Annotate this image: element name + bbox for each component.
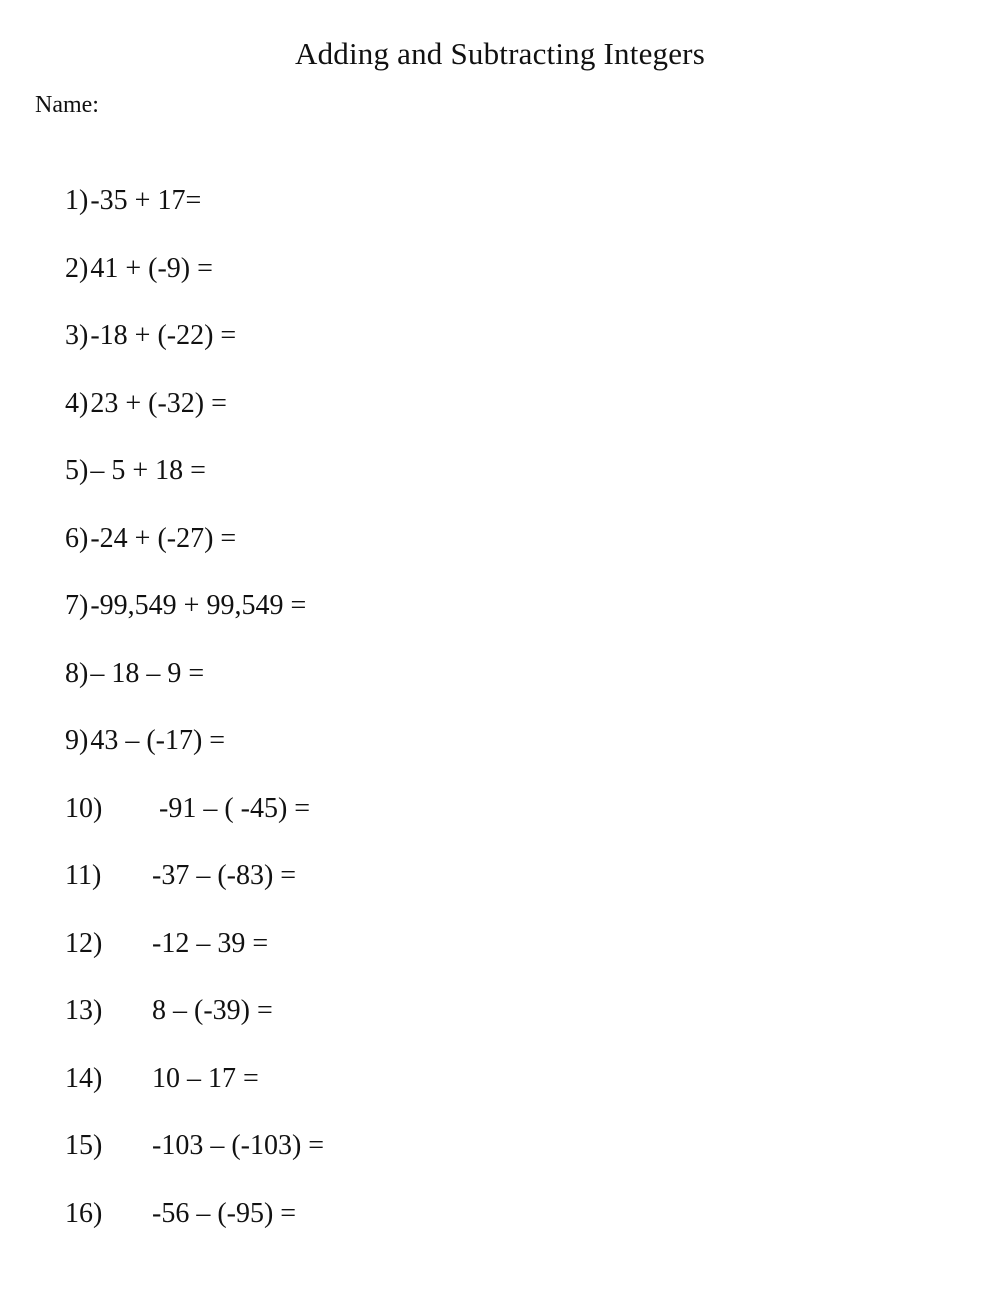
problem-item <box>65 184 324 252</box>
problem-number: 9) <box>65 725 89 756</box>
problem-number: 13) <box>65 995 103 1026</box>
problem-number: 5) <box>65 455 89 486</box>
problem-expression: -56 – (-95) = <box>152 1197 297 1229</box>
problem-item <box>65 589 324 657</box>
problem-number: 6) <box>65 522 89 554</box>
problem-number: 3) <box>65 320 89 351</box>
problem-number: 11) <box>65 860 102 891</box>
problem-item <box>65 319 324 387</box>
problem-list <box>65 184 324 1264</box>
problem-number: 2) <box>65 252 89 284</box>
name-label: Name: <box>35 92 99 118</box>
problem-number: 12) <box>65 927 103 959</box>
problem-item <box>65 252 324 320</box>
problem-number: 1) <box>65 185 89 216</box>
problem-expression: -18 + (-22) = <box>90 320 237 351</box>
problem-expression: -103 – (-103) = <box>152 1130 325 1161</box>
problem-item <box>65 454 324 522</box>
worksheet-title: Adding and Subtracting Integers <box>295 36 705 71</box>
problem-number: 15) <box>65 1130 103 1161</box>
problem-item <box>65 724 324 792</box>
problem-expression: 23 + (-32) = <box>90 387 227 419</box>
problem-item <box>65 1062 324 1130</box>
problem-item <box>65 522 324 590</box>
problem-number: 16) <box>65 1197 103 1229</box>
problem-expression: 41 + (-9) = <box>90 252 213 284</box>
problem-expression: -91 – ( -45) = <box>159 792 311 824</box>
problem-expression: 10 – 17 = <box>152 1062 259 1094</box>
problem-item <box>65 994 324 1062</box>
problem-item <box>65 1129 324 1197</box>
problem-number: 10) <box>65 792 103 824</box>
problem-expression: – 5 + 18 = <box>90 455 206 486</box>
problem-number: 8) <box>65 657 89 689</box>
problem-item <box>65 792 324 860</box>
problem-item <box>65 927 324 995</box>
problem-item <box>65 657 324 725</box>
problem-expression: 43 – (-17) = <box>90 725 226 756</box>
problem-expression: -24 + (-27) = <box>90 522 237 554</box>
problem-number: 7) <box>65 590 89 621</box>
problem-number: 4) <box>65 387 89 419</box>
problem-item <box>65 1197 324 1265</box>
problem-item <box>65 859 324 927</box>
problem-expression: -35 + 17= <box>90 185 202 216</box>
problem-item <box>65 387 324 455</box>
problem-expression: -99,549 + 99,549 = <box>90 590 307 621</box>
problem-expression: -12 – 39 = <box>152 927 269 959</box>
problem-expression: – 18 – 9 = <box>90 657 205 689</box>
problem-number: 14) <box>65 1062 103 1094</box>
problem-expression: -37 – (-83) = <box>152 860 297 891</box>
problem-expression: 8 – (-39) = <box>152 995 273 1026</box>
